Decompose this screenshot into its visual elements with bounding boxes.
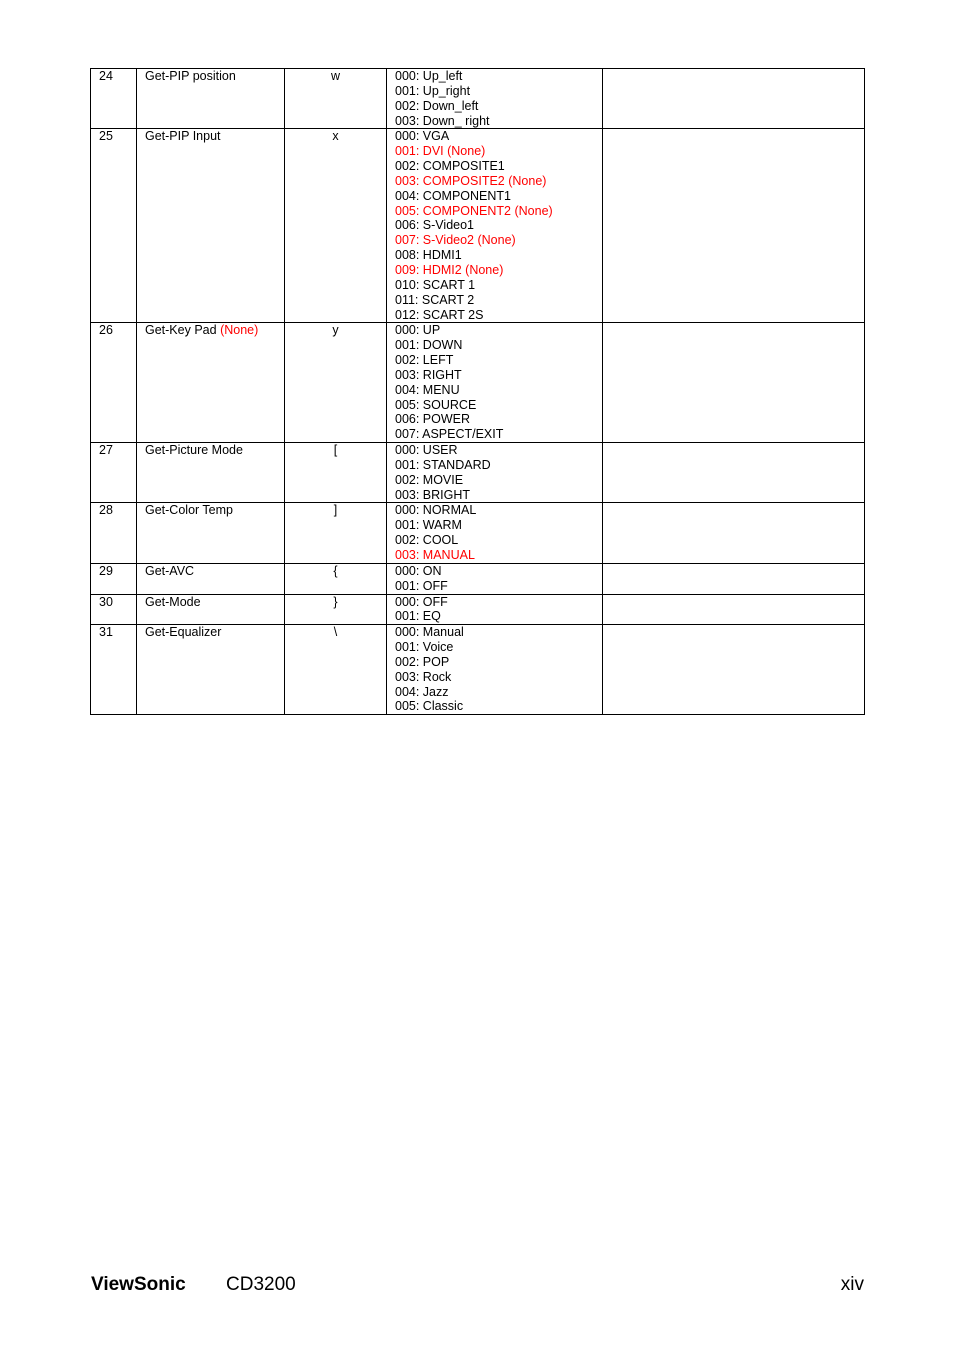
command-name: Get-PIP position	[145, 69, 236, 83]
return-value: 002: COMPOSITE1	[395, 159, 505, 174]
return-value: 000: VGA	[395, 129, 450, 144]
row-number-cell: 28	[91, 503, 137, 563]
return-value: 000: OFF	[395, 594, 448, 609]
command-cell	[137, 503, 285, 563]
return-value: 002: MOVIE	[395, 472, 464, 487]
return-value: 003: COMPOSITE2 (None)	[395, 173, 547, 188]
command-code-cell: }	[285, 594, 387, 625]
row-number-cell: 24	[91, 69, 137, 129]
command-cell	[137, 443, 285, 503]
return-value: 005: Classic	[395, 699, 464, 714]
return-value: 001: DOWN	[395, 338, 463, 353]
command-table	[90, 68, 865, 715]
return-value: 001: WARM	[395, 518, 462, 533]
return-value: 000: Up_left	[395, 69, 463, 83]
command-cell	[137, 625, 285, 715]
remarks-cell	[603, 443, 865, 503]
return-values-cell	[387, 129, 603, 323]
return-value: 002: Down_left	[395, 98, 479, 113]
return-value: 002: LEFT	[395, 353, 454, 368]
page-number: xiv	[840, 1274, 864, 1295]
return-value: 009: HDMI2 (None)	[395, 262, 504, 277]
remarks-cell	[603, 594, 865, 625]
command-code-cell: {	[285, 563, 387, 594]
footer-model: CD3200	[226, 1274, 296, 1295]
return-value: 005: SOURCE	[395, 397, 477, 412]
return-values-cell	[387, 594, 603, 625]
command-name: Get-Color Temp	[145, 503, 233, 518]
return-value: 003: BRIGHT	[395, 487, 471, 502]
table-row	[91, 323, 865, 443]
remarks-cell	[603, 323, 865, 443]
return-value: 007: S-Video2 (None)	[395, 233, 516, 248]
command-code-cell: y	[285, 323, 387, 443]
remarks-cell	[603, 563, 865, 594]
return-value: 010: SCART 1	[395, 277, 476, 292]
row-number-cell: 25	[91, 129, 137, 323]
command-code-cell: \	[285, 625, 387, 715]
command-code-cell: x	[285, 129, 387, 323]
command-name: Get-Mode	[145, 594, 201, 609]
return-value: 002: COOL	[395, 533, 459, 548]
command-name: Get-Picture Mode	[145, 443, 243, 458]
return-value: 006: S-Video1	[395, 218, 474, 233]
command-code-cell: w	[285, 69, 387, 129]
return-value: 001: Up_right	[395, 83, 471, 98]
command-name: Get-Equalizer	[145, 625, 222, 640]
command-note: (None)	[220, 323, 259, 338]
command-table-body	[91, 69, 865, 715]
table-row	[91, 594, 865, 625]
return-value: 003: MANUAL	[395, 548, 475, 562]
return-value: 000: ON	[395, 563, 442, 578]
remarks-cell	[603, 625, 865, 715]
return-value: 003: Down_ right	[395, 113, 490, 128]
command-cell	[137, 563, 285, 594]
row-number-cell: 31	[91, 625, 137, 715]
return-values-cell	[387, 323, 603, 443]
remarks-cell	[603, 503, 865, 563]
row-number-cell: 30	[91, 594, 137, 625]
row-number-cell: 27	[91, 443, 137, 503]
return-value: 000: Manual	[395, 625, 464, 640]
command-cell	[137, 323, 285, 443]
command-name: Get-PIP Input	[145, 129, 221, 144]
command-cell	[137, 129, 285, 323]
table-row	[91, 443, 865, 503]
return-value: 007: ASPECT/EXIT	[395, 427, 504, 442]
return-value: 003: Rock	[395, 669, 452, 684]
remarks-cell	[603, 69, 865, 129]
return-value: 000: UP	[395, 323, 441, 338]
return-value: 004: Jazz	[395, 684, 449, 699]
command-name: Get-Key Pad	[145, 323, 217, 338]
return-values-cell	[387, 563, 603, 594]
return-value: 008: HDMI1	[395, 248, 462, 263]
return-values-cell	[387, 443, 603, 503]
return-value: 001: EQ	[395, 609, 441, 624]
command-code-cell: ]	[285, 503, 387, 563]
return-values-cell	[387, 503, 603, 563]
table-row	[91, 563, 865, 594]
return-value: 000: USER	[395, 443, 458, 458]
row-number-cell: 26	[91, 323, 137, 443]
remarks-cell	[603, 129, 865, 323]
return-value: 004: MENU	[395, 382, 460, 397]
return-values-cell	[387, 69, 603, 129]
return-value: 002: POP	[395, 654, 450, 669]
command-name: Get-AVC	[145, 563, 195, 578]
command-cell	[137, 69, 285, 129]
return-value: 001: STANDARD	[395, 457, 491, 472]
row-number-cell: 29	[91, 563, 137, 594]
command-code-cell: [	[285, 443, 387, 503]
table-row	[91, 503, 865, 563]
return-value: 011: SCART 2	[395, 292, 475, 307]
return-value: 004: COMPONENT1	[395, 188, 512, 203]
table-row	[91, 129, 865, 323]
return-value: 012: SCART 2S	[395, 307, 484, 322]
command-cell	[137, 594, 285, 625]
return-value: 003: RIGHT	[395, 367, 462, 382]
table-row	[91, 69, 865, 129]
return-value: 001: DVI (None)	[395, 144, 486, 159]
return-value: 006: POWER	[395, 412, 471, 427]
return-value: 005: COMPONENT2 (None)	[395, 203, 553, 218]
return-values-cell	[387, 625, 603, 715]
footer-brand: ViewSonic	[91, 1274, 186, 1295]
return-value: 001: Voice	[395, 640, 454, 655]
return-value: 001: OFF	[395, 578, 448, 593]
table-row	[91, 625, 865, 715]
return-value: 000: NORMAL	[395, 503, 477, 518]
